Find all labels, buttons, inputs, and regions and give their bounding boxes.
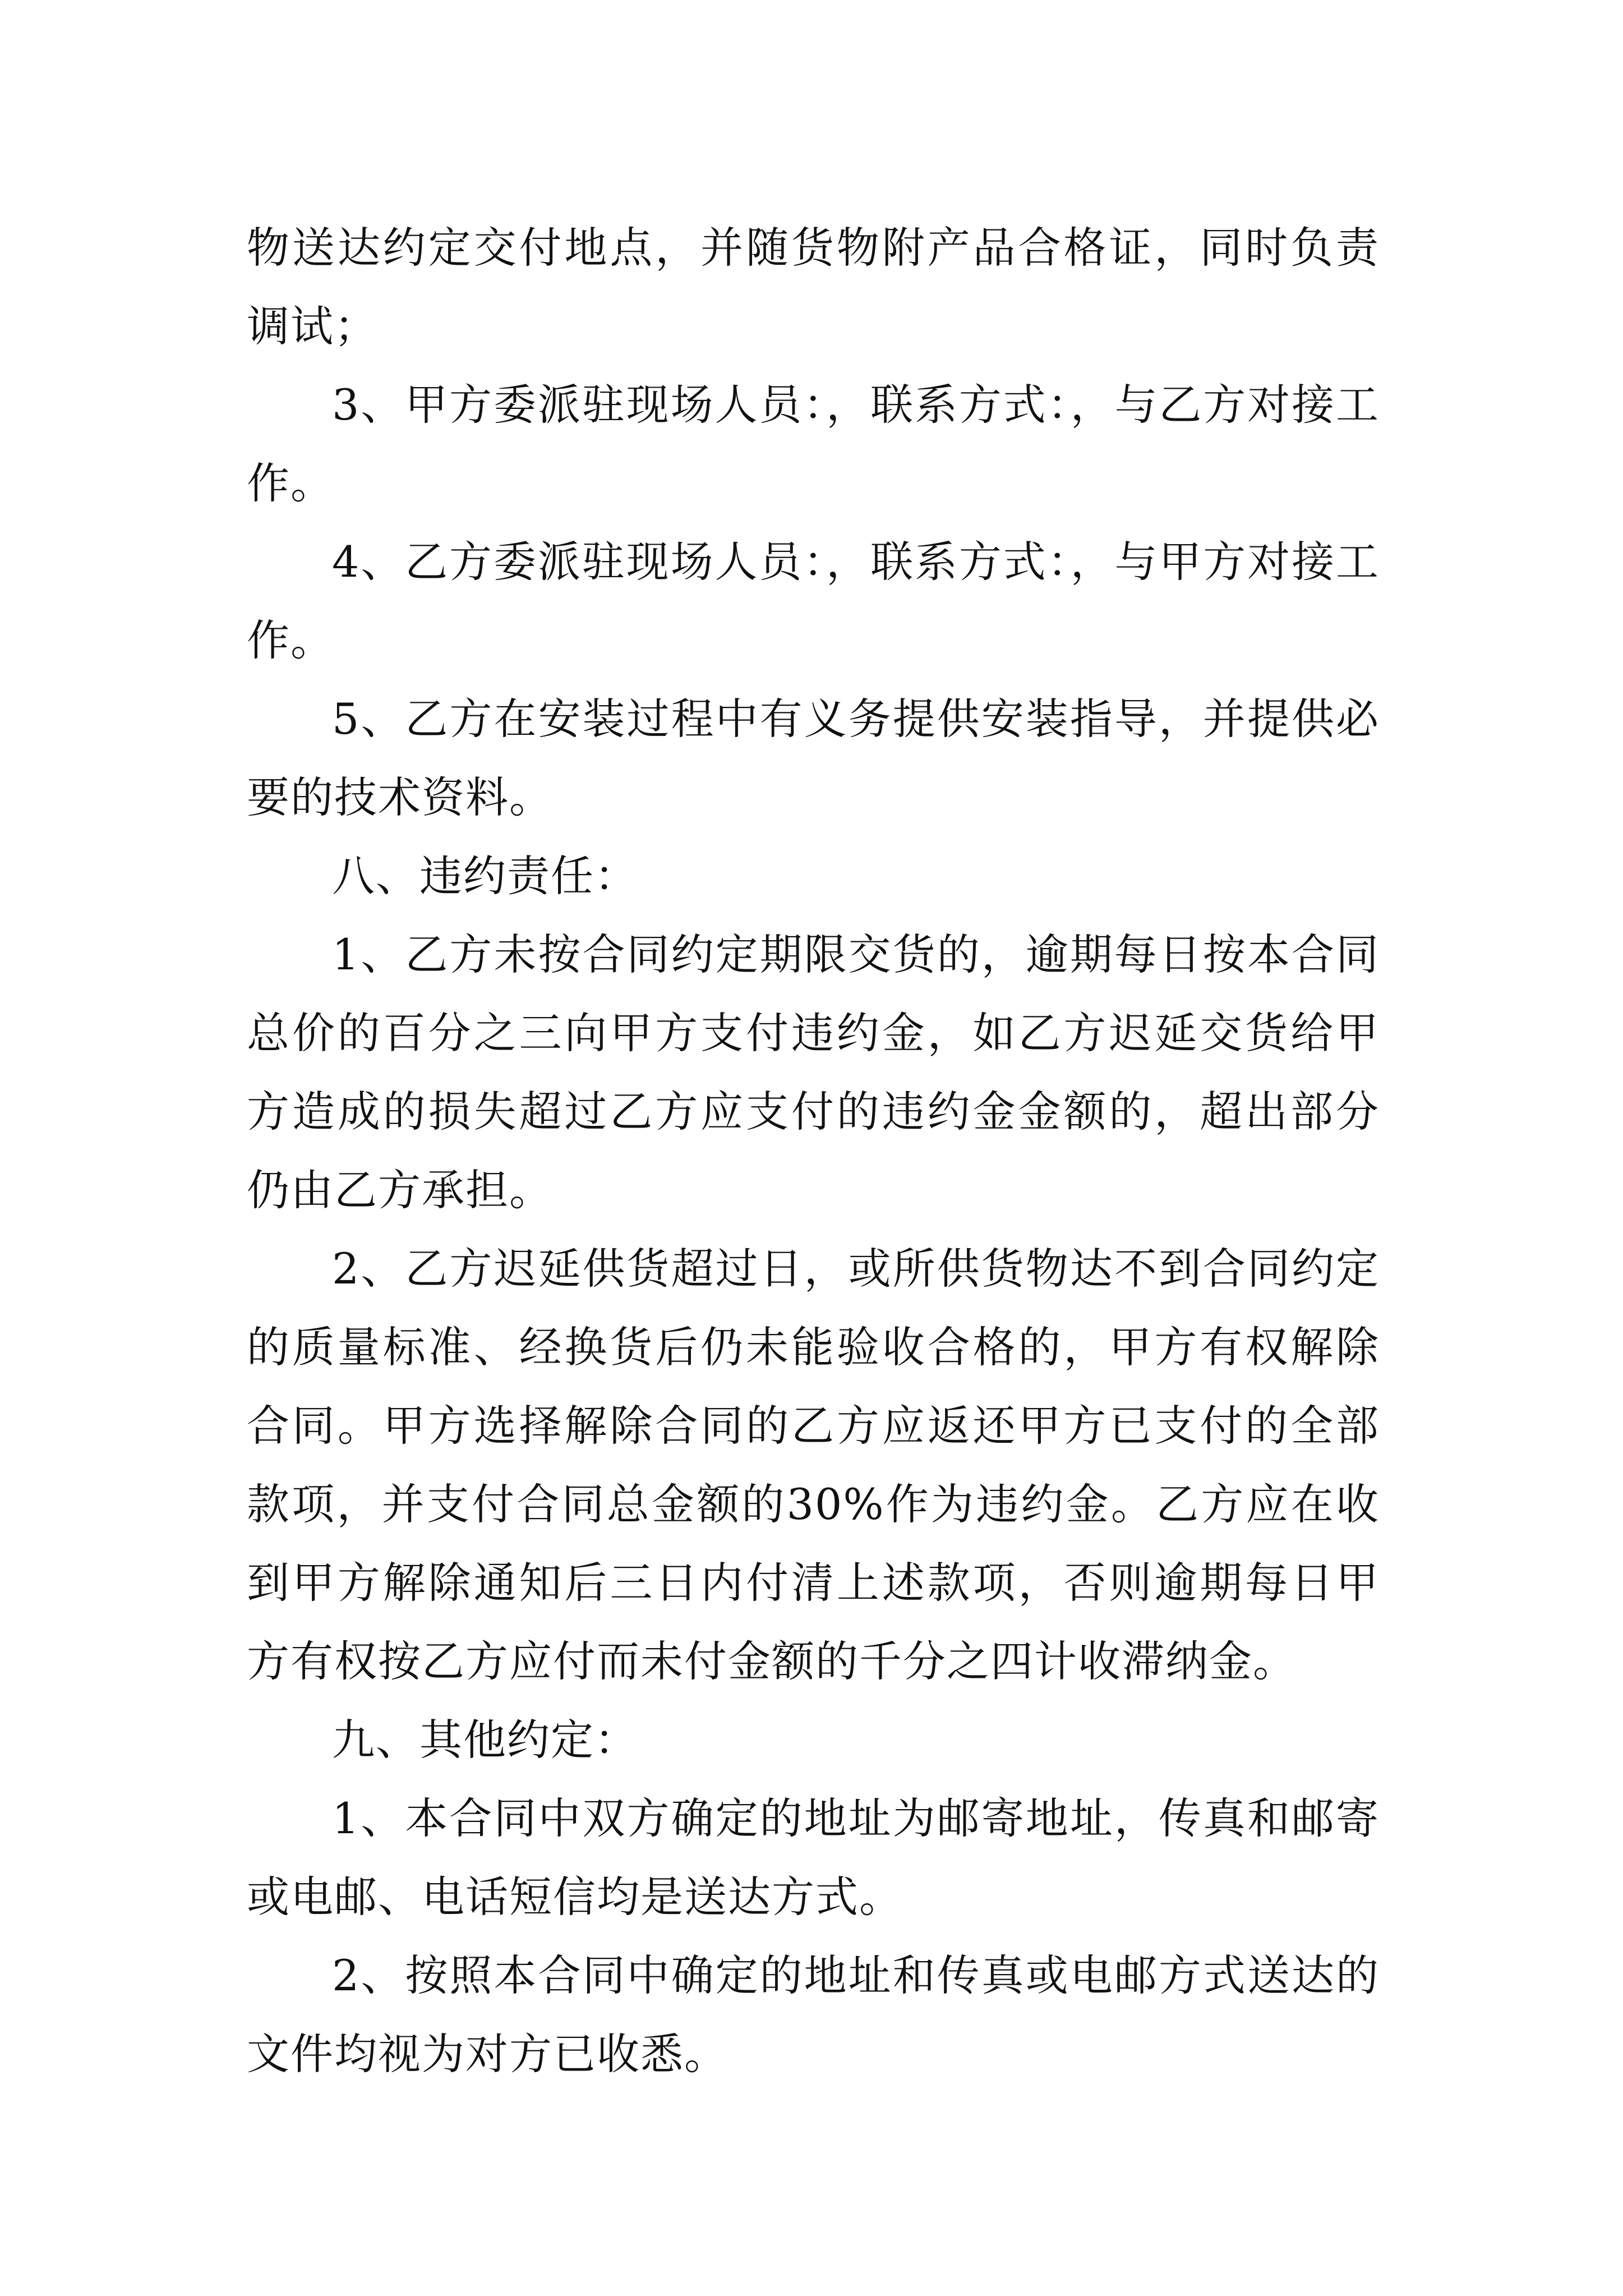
paragraph-other-1: 1、本合同中双方确定的地址为邮寄地址，传真和邮寄或电邮、电话短信均是送达方式。 (247, 1793, 1380, 1922)
paragraph-item-4: 4、乙方委派驻现场人员：，联系方式：，与甲方对接工作。 (247, 537, 1380, 665)
paragraph-item-5: 5、乙方在安装过程中有义务提供安装指导，并提供必要的技术资料。 (247, 694, 1380, 822)
paragraph-continuation: 物送达约定交付地点，并随货物附产品合格证，同时负责调试； (247, 223, 1380, 351)
paragraph-breach-2: 2、乙方迟延供货超过日，或所供货物达不到合同约定的质量标准、经换货后仍未能验收合格的，甲方有权解除合同。甲方选择解除合同的乙方应返还甲方已支付的全部款项，并支付合同总金额的30%作为违约金。乙方应在收到甲方解除通知后三日内付清上述款项，否则逾期每日甲方有权按乙方应付而未付金额的千分之四计收滞纳金。 (247, 1244, 1380, 1686)
paragraph-other-2: 2、按照本合同中确定的地址和传真或电邮方式送达的文件均视为对方已收悉。 (247, 1950, 1380, 2079)
section-heading-other: 九、其他约定： (332, 1715, 638, 1765)
section-heading-breach: 八、违约责任： (332, 851, 638, 901)
document-body (247, 209, 1380, 2093)
paragraph-item-3: 3、甲方委派驻现场人员：，联系方式：，与乙方对接工作。 (247, 380, 1380, 508)
paragraph-breach-1: 1、乙方未按合同约定期限交货的，逾期每日按本合同总价的百分之三向甲方支付违约金，如乙方迟延交货给甲方造成的损失超过乙方应支付的违约金金额的，超出部分仍由乙方承担。 (247, 930, 1380, 1215)
